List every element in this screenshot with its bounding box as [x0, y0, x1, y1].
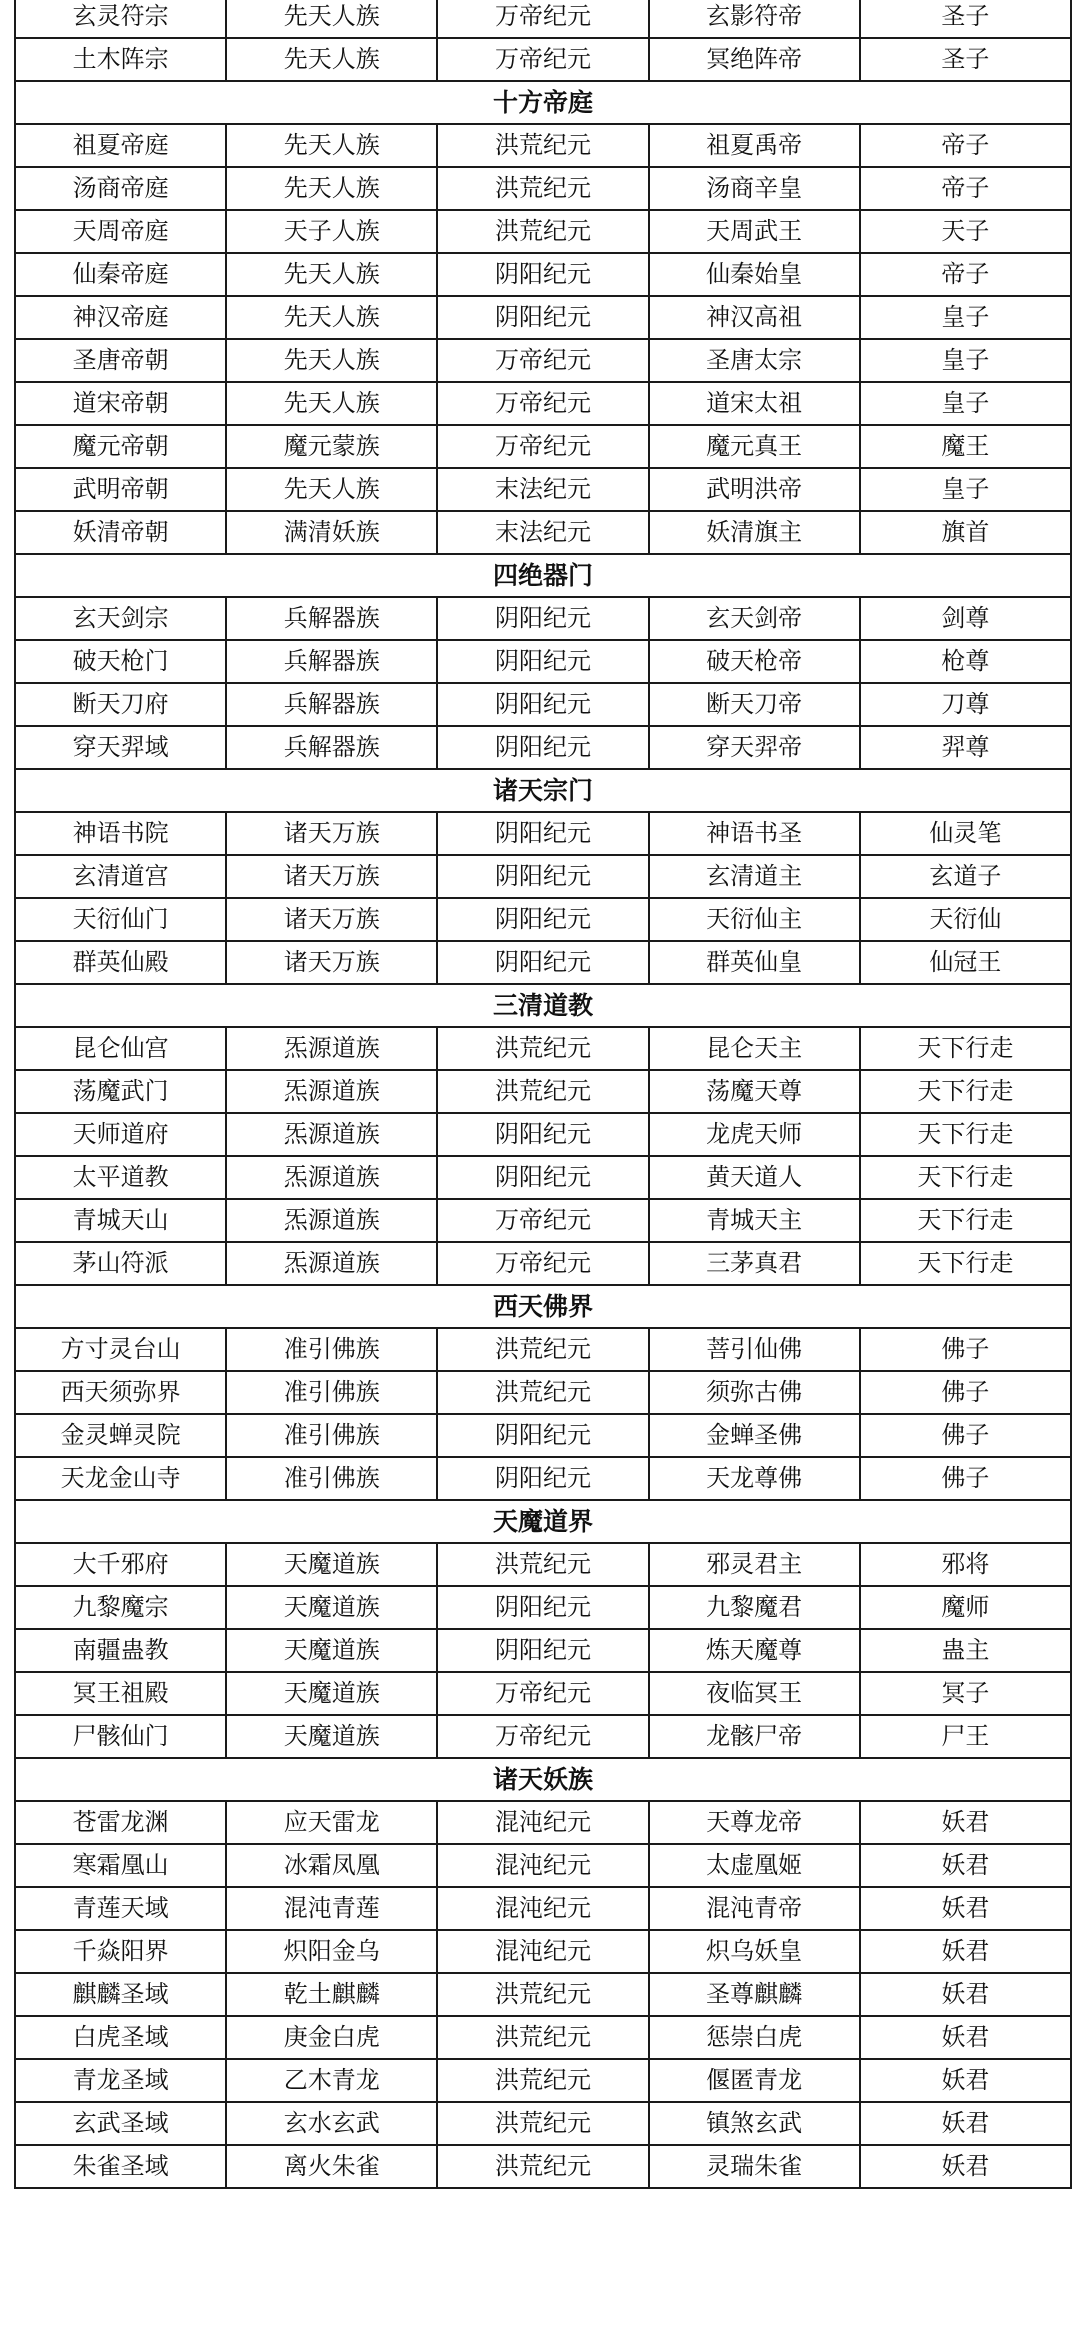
leader-cell: 群英仙皇	[649, 941, 860, 984]
faction-name-cell: 白虎圣域	[15, 2016, 226, 2059]
table-row	[15, 1027, 1071, 1070]
era-cell: 万帝纪元	[437, 0, 648, 38]
table-row	[15, 2016, 1071, 2059]
leader-cell: 昆仑天主	[649, 1027, 860, 1070]
section-title: 三清道教	[15, 984, 1071, 1027]
leader-cell: 冥绝阵帝	[649, 38, 860, 81]
table-row	[15, 1844, 1071, 1887]
title-cell: 帝子	[860, 124, 1071, 167]
section-header-row	[15, 1500, 1071, 1543]
table-row	[15, 855, 1071, 898]
title-cell: 佛子	[860, 1371, 1071, 1414]
race-cell: 准引佛族	[226, 1371, 437, 1414]
table-row	[15, 296, 1071, 339]
faction-name-cell: 太平道教	[15, 1156, 226, 1199]
faction-name-cell: 金灵蝉灵院	[15, 1414, 226, 1457]
era-cell: 万帝纪元	[437, 382, 648, 425]
title-cell: 冥子	[860, 1672, 1071, 1715]
title-cell: 天下行走	[860, 1113, 1071, 1156]
leader-cell: 惩崇白虎	[649, 2016, 860, 2059]
era-cell: 阴阳纪元	[437, 683, 648, 726]
race-cell: 乾土麒麟	[226, 1973, 437, 2016]
race-cell: 先天人族	[226, 296, 437, 339]
title-cell: 佛子	[860, 1457, 1071, 1500]
era-cell: 万帝纪元	[437, 1242, 648, 1285]
title-cell: 妖君	[860, 2016, 1071, 2059]
leader-cell: 破天枪帝	[649, 640, 860, 683]
race-cell: 先天人族	[226, 339, 437, 382]
race-cell: 玄水玄武	[226, 2102, 437, 2145]
race-cell: 炽阳金乌	[226, 1930, 437, 1973]
race-cell: 炁源道族	[226, 1156, 437, 1199]
title-cell: 皇子	[860, 382, 1071, 425]
era-cell: 洪荒纪元	[437, 1070, 648, 1113]
title-cell: 帝子	[860, 253, 1071, 296]
section-header-row	[15, 554, 1071, 597]
era-cell: 末法纪元	[437, 511, 648, 554]
faction-name-cell: 苍雷龙渊	[15, 1801, 226, 1844]
faction-name-cell: 神汉帝庭	[15, 296, 226, 339]
race-cell: 先天人族	[226, 382, 437, 425]
faction-name-cell: 千焱阳界	[15, 1930, 226, 1973]
era-cell: 混沌纪元	[437, 1887, 648, 1930]
race-cell: 先天人族	[226, 167, 437, 210]
table-row	[15, 167, 1071, 210]
table-row	[15, 425, 1071, 468]
table-row	[15, 1371, 1071, 1414]
era-cell: 万帝纪元	[437, 1672, 648, 1715]
table-row	[15, 253, 1071, 296]
era-cell: 万帝纪元	[437, 1199, 648, 1242]
table-row	[15, 683, 1071, 726]
title-cell: 皇子	[860, 339, 1071, 382]
leader-cell: 荡魔天尊	[649, 1070, 860, 1113]
table-row	[15, 1199, 1071, 1242]
era-cell: 洪荒纪元	[437, 2059, 648, 2102]
race-cell: 兵解器族	[226, 597, 437, 640]
leader-cell: 灵瑞朱雀	[649, 2145, 860, 2188]
race-cell: 先天人族	[226, 0, 437, 38]
section-title: 诸天宗门	[15, 769, 1071, 812]
section-header-row	[15, 1285, 1071, 1328]
race-cell: 诸天万族	[226, 898, 437, 941]
title-cell: 剑尊	[860, 597, 1071, 640]
leader-cell: 神语书圣	[649, 812, 860, 855]
era-cell: 洪荒纪元	[437, 1328, 648, 1371]
title-cell: 妖君	[860, 1887, 1071, 1930]
faction-name-cell: 玄灵符宗	[15, 0, 226, 38]
title-cell: 皇子	[860, 468, 1071, 511]
faction-name-cell: 玄天剑宗	[15, 597, 226, 640]
section-title: 十方帝庭	[15, 81, 1071, 124]
race-cell: 诸天万族	[226, 855, 437, 898]
era-cell: 洪荒纪元	[437, 124, 648, 167]
faction-name-cell: 仙秦帝庭	[15, 253, 226, 296]
era-cell: 阴阳纪元	[437, 941, 648, 984]
title-cell: 天下行走	[860, 1156, 1071, 1199]
section-header-row	[15, 81, 1071, 124]
table-row	[15, 1070, 1071, 1113]
faction-name-cell: 西天须弥界	[15, 1371, 226, 1414]
era-cell: 洪荒纪元	[437, 167, 648, 210]
race-cell: 魔元蒙族	[226, 425, 437, 468]
faction-name-cell: 麒麟圣域	[15, 1973, 226, 2016]
faction-name-cell: 冥王祖殿	[15, 1672, 226, 1715]
faction-name-cell: 天师道府	[15, 1113, 226, 1156]
table-row	[15, 1414, 1071, 1457]
era-cell: 阴阳纪元	[437, 1414, 648, 1457]
faction-name-cell: 寒霜凰山	[15, 1844, 226, 1887]
section-title: 西天佛界	[15, 1285, 1071, 1328]
race-cell: 庚金白虎	[226, 2016, 437, 2059]
title-cell: 邪将	[860, 1543, 1071, 1586]
race-cell: 准引佛族	[226, 1414, 437, 1457]
race-cell: 先天人族	[226, 253, 437, 296]
leader-cell: 玄影符帝	[649, 0, 860, 38]
faction-name-cell: 南疆蛊教	[15, 1629, 226, 1672]
faction-name-cell: 大千邪府	[15, 1543, 226, 1586]
race-cell: 乙木青龙	[226, 2059, 437, 2102]
leader-cell: 炽乌妖皇	[649, 1930, 860, 1973]
title-cell: 圣子	[860, 0, 1071, 38]
leader-cell: 龙骸尸帝	[649, 1715, 860, 1758]
title-cell: 天下行走	[860, 1027, 1071, 1070]
leader-cell: 仙秦始皇	[649, 253, 860, 296]
race-cell: 兵解器族	[226, 683, 437, 726]
title-cell: 刀尊	[860, 683, 1071, 726]
title-cell: 羿尊	[860, 726, 1071, 769]
leader-cell: 混沌青帝	[649, 1887, 860, 1930]
leader-cell: 武明洪帝	[649, 468, 860, 511]
leader-cell: 妖清旗主	[649, 511, 860, 554]
era-cell: 阴阳纪元	[437, 898, 648, 941]
faction-name-cell: 汤商帝庭	[15, 167, 226, 210]
faction-name-cell: 尸骸仙门	[15, 1715, 226, 1758]
faction-name-cell: 方寸灵台山	[15, 1328, 226, 1371]
faction-name-cell: 群英仙殿	[15, 941, 226, 984]
table-row	[15, 1586, 1071, 1629]
race-cell: 炁源道族	[226, 1070, 437, 1113]
faction-name-cell: 九黎魔宗	[15, 1586, 226, 1629]
title-cell: 枪尊	[860, 640, 1071, 683]
era-cell: 阴阳纪元	[437, 1457, 648, 1500]
race-cell: 兵解器族	[226, 640, 437, 683]
leader-cell: 天尊龙帝	[649, 1801, 860, 1844]
era-cell: 阴阳纪元	[437, 726, 648, 769]
leader-cell: 祖夏禹帝	[649, 124, 860, 167]
table-row	[15, 597, 1071, 640]
race-cell: 冰霜凤凰	[226, 1844, 437, 1887]
faction-name-cell: 玄清道宫	[15, 855, 226, 898]
title-cell: 魔王	[860, 425, 1071, 468]
race-cell: 天魔道族	[226, 1672, 437, 1715]
race-cell: 天魔道族	[226, 1586, 437, 1629]
era-cell: 阴阳纪元	[437, 1586, 648, 1629]
era-cell: 阴阳纪元	[437, 597, 648, 640]
race-cell: 先天人族	[226, 124, 437, 167]
title-cell: 仙灵笔	[860, 812, 1071, 855]
era-cell: 洪荒纪元	[437, 1973, 648, 2016]
race-cell: 诸天万族	[226, 812, 437, 855]
table-row	[15, 640, 1071, 683]
table-row	[15, 726, 1071, 769]
table-body	[15, 0, 1071, 2188]
race-cell: 天魔道族	[226, 1715, 437, 1758]
race-cell: 天魔道族	[226, 1543, 437, 1586]
leader-cell: 圣尊麒麟	[649, 1973, 860, 2016]
faction-name-cell: 朱雀圣域	[15, 2145, 226, 2188]
era-cell: 阴阳纪元	[437, 1156, 648, 1199]
section-title: 诸天妖族	[15, 1758, 1071, 1801]
leader-cell: 偃匿青龙	[649, 2059, 860, 2102]
table-row	[15, 124, 1071, 167]
leader-cell: 天衍仙主	[649, 898, 860, 941]
faction-name-cell: 魔元帝朝	[15, 425, 226, 468]
table-row	[15, 1801, 1071, 1844]
faction-name-cell: 昆仑仙宫	[15, 1027, 226, 1070]
faction-name-cell: 荡魔武门	[15, 1070, 226, 1113]
table-row	[15, 38, 1071, 81]
faction-name-cell: 神语书院	[15, 812, 226, 855]
race-cell: 炁源道族	[226, 1113, 437, 1156]
table-row	[15, 2145, 1071, 2188]
race-cell: 离火朱雀	[226, 2145, 437, 2188]
era-cell: 洪荒纪元	[437, 2145, 648, 2188]
section-title: 天魔道界	[15, 1500, 1071, 1543]
era-cell: 阴阳纪元	[437, 640, 648, 683]
table-row	[15, 468, 1071, 511]
era-cell: 万帝纪元	[437, 38, 648, 81]
leader-cell: 穿天羿帝	[649, 726, 860, 769]
leader-cell: 玄清道主	[649, 855, 860, 898]
table-row	[15, 1973, 1071, 2016]
title-cell: 天下行走	[860, 1199, 1071, 1242]
leader-cell: 道宋太祖	[649, 382, 860, 425]
title-cell: 妖君	[860, 2145, 1071, 2188]
leader-cell: 九黎魔君	[649, 1586, 860, 1629]
leader-cell: 神汉高祖	[649, 296, 860, 339]
title-cell: 佛子	[860, 1328, 1071, 1371]
era-cell: 万帝纪元	[437, 339, 648, 382]
faction-name-cell: 天周帝庭	[15, 210, 226, 253]
table-row	[15, 2059, 1071, 2102]
leader-cell: 青城天主	[649, 1199, 860, 1242]
era-cell: 阴阳纪元	[437, 296, 648, 339]
faction-name-cell: 天衍仙门	[15, 898, 226, 941]
table-row	[15, 1156, 1071, 1199]
table-row	[15, 812, 1071, 855]
leader-cell: 炼天魔尊	[649, 1629, 860, 1672]
era-cell: 混沌纪元	[437, 1930, 648, 1973]
table-row	[15, 1242, 1071, 1285]
era-cell: 洪荒纪元	[437, 2102, 648, 2145]
table-row	[15, 1328, 1071, 1371]
leader-cell: 邪灵君主	[649, 1543, 860, 1586]
faction-name-cell: 玄武圣域	[15, 2102, 226, 2145]
leader-cell: 须弥古佛	[649, 1371, 860, 1414]
leader-cell: 龙虎天师	[649, 1113, 860, 1156]
table-row	[15, 1930, 1071, 1973]
race-cell: 先天人族	[226, 468, 437, 511]
era-cell: 洪荒纪元	[437, 1027, 648, 1070]
era-cell: 混沌纪元	[437, 1801, 648, 1844]
leader-cell: 魔元真王	[649, 425, 860, 468]
race-cell: 炁源道族	[226, 1027, 437, 1070]
faction-name-cell: 青龙圣域	[15, 2059, 226, 2102]
title-cell: 旗首	[860, 511, 1071, 554]
section-header-row	[15, 769, 1071, 812]
leader-cell: 太虚凰姬	[649, 1844, 860, 1887]
title-cell: 仙冠王	[860, 941, 1071, 984]
table-row	[15, 210, 1071, 253]
title-cell: 妖君	[860, 1973, 1071, 2016]
title-cell: 天下行走	[860, 1242, 1071, 1285]
faction-name-cell: 道宋帝朝	[15, 382, 226, 425]
leader-cell: 断天刀帝	[649, 683, 860, 726]
table-row	[15, 1715, 1071, 1758]
faction-name-cell: 茅山符派	[15, 1242, 226, 1285]
leader-cell: 菩引仙佛	[649, 1328, 860, 1371]
race-cell: 天子人族	[226, 210, 437, 253]
era-cell: 阴阳纪元	[437, 1113, 648, 1156]
table-row	[15, 0, 1071, 38]
title-cell: 妖君	[860, 2059, 1071, 2102]
era-cell: 洪荒纪元	[437, 2016, 648, 2059]
era-cell: 阴阳纪元	[437, 812, 648, 855]
era-cell: 万帝纪元	[437, 1715, 648, 1758]
era-cell: 洪荒纪元	[437, 1371, 648, 1414]
faction-name-cell: 断天刀府	[15, 683, 226, 726]
faction-name-cell: 武明帝朝	[15, 468, 226, 511]
era-cell: 混沌纪元	[437, 1844, 648, 1887]
table-row	[15, 1457, 1071, 1500]
race-cell: 准引佛族	[226, 1328, 437, 1371]
faction-name-cell: 破天枪门	[15, 640, 226, 683]
leader-cell: 玄天剑帝	[649, 597, 860, 640]
era-cell: 阴阳纪元	[437, 253, 648, 296]
leader-cell: 天周武王	[649, 210, 860, 253]
title-cell: 尸王	[860, 1715, 1071, 1758]
leader-cell: 汤商辛皇	[649, 167, 860, 210]
leader-cell: 夜临冥王	[649, 1672, 860, 1715]
title-cell: 玄道子	[860, 855, 1071, 898]
title-cell: 妖君	[860, 1844, 1071, 1887]
race-cell: 先天人族	[226, 38, 437, 81]
race-cell: 炁源道族	[226, 1242, 437, 1285]
title-cell: 皇子	[860, 296, 1071, 339]
table-row	[15, 339, 1071, 382]
era-cell: 洪荒纪元	[437, 1543, 648, 1586]
race-cell: 兵解器族	[226, 726, 437, 769]
faction-name-cell: 土木阵宗	[15, 38, 226, 81]
section-title: 四绝器门	[15, 554, 1071, 597]
faction-name-cell: 妖清帝朝	[15, 511, 226, 554]
table-row	[15, 2102, 1071, 2145]
table-row	[15, 1629, 1071, 1672]
section-header-row	[15, 984, 1071, 1027]
faction-name-cell: 青莲天域	[15, 1887, 226, 1930]
title-cell: 魔师	[860, 1586, 1071, 1629]
era-cell: 洪荒纪元	[437, 210, 648, 253]
table-row	[15, 1672, 1071, 1715]
title-cell: 妖君	[860, 1801, 1071, 1844]
section-header-row	[15, 1758, 1071, 1801]
leader-cell: 圣唐太宗	[649, 339, 860, 382]
title-cell: 天子	[860, 210, 1071, 253]
era-cell: 阴阳纪元	[437, 1629, 648, 1672]
title-cell: 妖君	[860, 1930, 1071, 1973]
title-cell: 帝子	[860, 167, 1071, 210]
faction-name-cell: 穿天羿域	[15, 726, 226, 769]
leader-cell: 天龙尊佛	[649, 1457, 860, 1500]
table-row	[15, 511, 1071, 554]
table-row	[15, 1543, 1071, 1586]
table-row	[15, 1113, 1071, 1156]
table-row	[15, 941, 1071, 984]
faction-name-cell: 天龙金山寺	[15, 1457, 226, 1500]
era-cell: 末法纪元	[437, 468, 648, 511]
faction-name-cell: 青城天山	[15, 1199, 226, 1242]
leader-cell: 三茅真君	[649, 1242, 860, 1285]
race-cell: 应天雷龙	[226, 1801, 437, 1844]
title-cell: 天下行走	[860, 1070, 1071, 1113]
race-cell: 炁源道族	[226, 1199, 437, 1242]
leader-cell: 金蝉圣佛	[649, 1414, 860, 1457]
title-cell: 天衍仙	[860, 898, 1071, 941]
table-row	[15, 382, 1071, 425]
leader-cell: 黄天道人	[649, 1156, 860, 1199]
race-cell: 满清妖族	[226, 511, 437, 554]
table-row	[15, 898, 1071, 941]
title-cell: 圣子	[860, 38, 1071, 81]
era-cell: 阴阳纪元	[437, 855, 648, 898]
title-cell: 蛊主	[860, 1629, 1071, 1672]
table-row	[15, 1887, 1071, 1930]
race-cell: 混沌青莲	[226, 1887, 437, 1930]
title-cell: 妖君	[860, 2102, 1071, 2145]
faction-name-cell: 祖夏帝庭	[15, 124, 226, 167]
faction-name-cell: 圣唐帝朝	[15, 339, 226, 382]
race-cell: 准引佛族	[226, 1457, 437, 1500]
leader-cell: 镇煞玄武	[649, 2102, 860, 2145]
title-cell: 佛子	[860, 1414, 1071, 1457]
race-cell: 诸天万族	[226, 941, 437, 984]
race-cell: 天魔道族	[226, 1629, 437, 1672]
faction-table	[14, 0, 1072, 2189]
era-cell: 万帝纪元	[437, 425, 648, 468]
